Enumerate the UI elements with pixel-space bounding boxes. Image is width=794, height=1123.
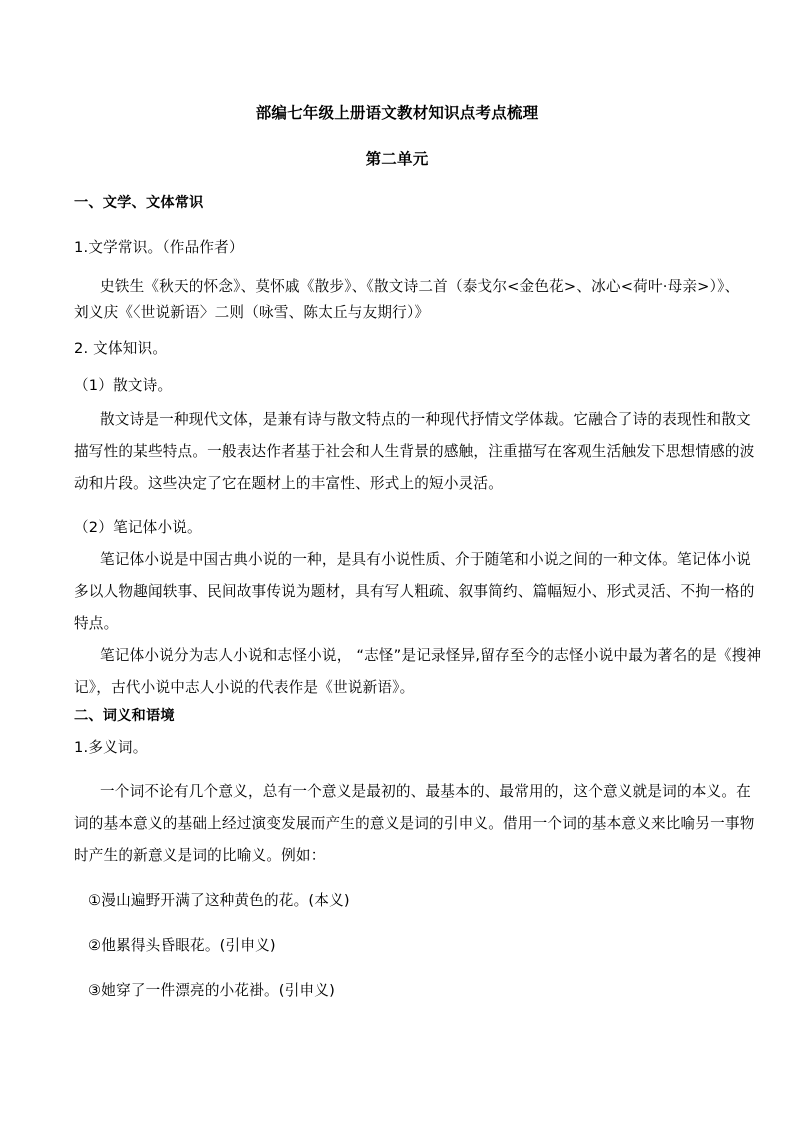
subheading-genre-knowledge: 2. 文体知识。: [74, 340, 168, 357]
paragraph-line: 描写性的某些特点。一般表达作者基于社会和人生背景的感触，注重描写在客观生活触发下思想情感的波: [74, 443, 755, 460]
paragraph-line: 时产生的新意义是词的比喻义。例如：: [74, 847, 326, 864]
paragraph-line: 特点。: [74, 615, 119, 632]
subheading-polysemy: 1.多义词。: [74, 739, 148, 756]
subheading-prose-poem: （1）散文诗。: [74, 377, 173, 394]
paragraph-line: 笔记体小说分为志人小说和志怪小说， “志怪”是记录怪异,留存至今的志怪小说中最为著名的是《搜神: [100, 647, 762, 664]
paragraph-line: 词的基本意义的基础上经过演变发展而产生的意义是词的引申义。借用一个词的基本意义来比喻另一事物: [74, 815, 755, 832]
subheading-notebook-novel: （2）笔记体小说。: [74, 519, 202, 536]
paragraph-line: 史铁生《秋天的怀念》、莫怀戚《散步》、《散文诗二首（泰戈尔<金色花>、冰心<荷叶·母亲>）》、: [100, 278, 740, 295]
paragraph-line: 笔记体小说是中国古典小说的一种，是具有小说性质、介于随笔和小说之间的一种文体。笔记体小说: [100, 551, 751, 568]
paragraph-line: 散文诗是一种现代文体，是兼有诗与散文特点的一种现代抒情文学体裁。它融合了诗的表现性和散文: [100, 411, 751, 428]
paragraph-line: 刘义庆《〈世说新语〉二则（咏雪、陈太丘与友期行）》: [74, 304, 430, 321]
section-heading-literature: 一、文学、文体常识: [74, 195, 204, 211]
paragraph-line: 记》，古代小说中志人小说的代表作是《世说新语》。: [74, 679, 415, 696]
unit-title: 第二单元: [365, 150, 429, 168]
paragraph-line: 动和片段。这些决定了它在题材上的丰富性、形式上的短小灵活。: [74, 475, 504, 492]
example-item: ①漫山遍野开满了这种黄色的花。(本义): [88, 892, 350, 909]
example-item: ③她穿了一件漂亮的小花褂。(引申义): [88, 982, 335, 999]
example-item: ②他累得头昏眼花。(引申义): [88, 937, 276, 954]
document-title: 部编七年级上册语文教材知识点考点梳理: [255, 104, 539, 122]
section-heading-word-meaning: 二、词义和语境: [74, 708, 175, 724]
paragraph-line: 一个词不论有几个意义，总有一个意义是最初的、最基本的、最常用的，这个意义就是词的本义。在: [100, 783, 751, 800]
paragraph-line: 多以人物趣闻轶事、民间故事传说为题材，具有写人粗疏、叙事简约、篇幅短小、形式灵活、不拘一格的: [74, 583, 755, 600]
subheading-literary-knowledge: 1.文学常识。（作品作者）: [74, 239, 244, 256]
